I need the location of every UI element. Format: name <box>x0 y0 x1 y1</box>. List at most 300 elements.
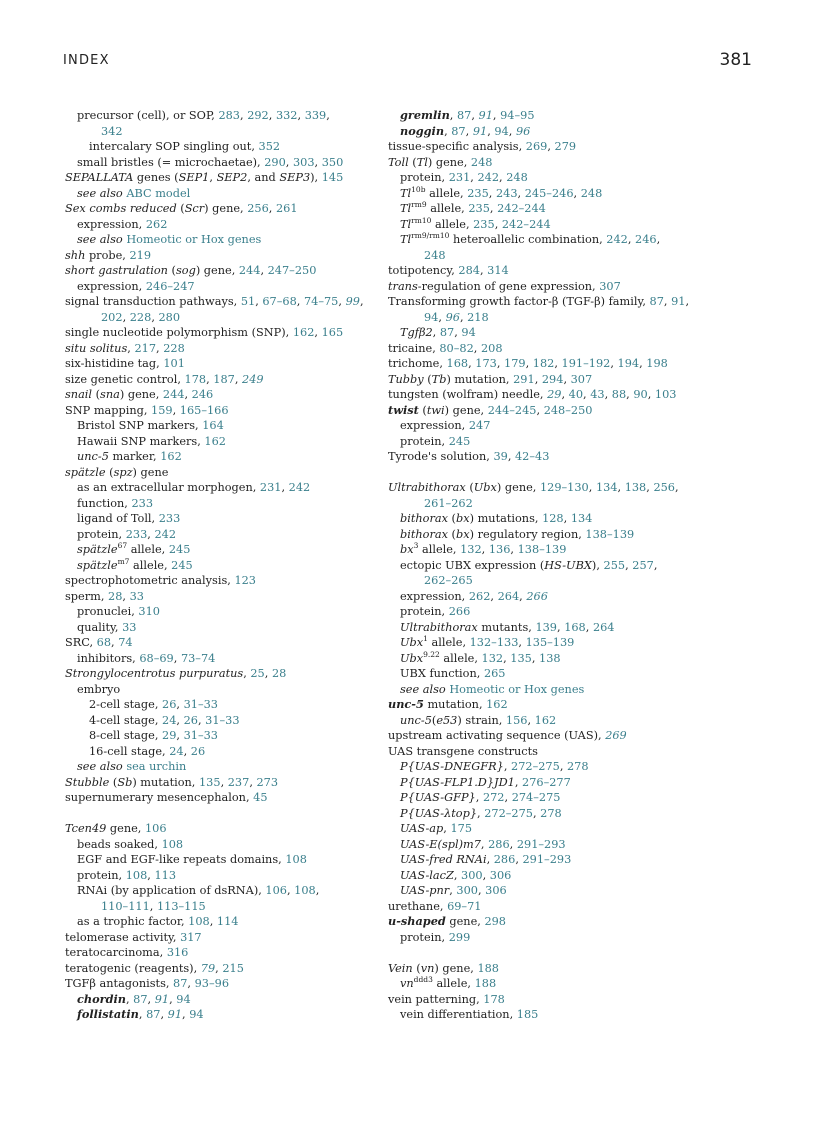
page-reference-link[interactable]: 28 <box>271 667 287 680</box>
page-reference-link[interactable]: 87 <box>133 992 148 1006</box>
page-reference-link[interactable]: 278 <box>567 760 589 773</box>
page-reference-link[interactable]: 246 <box>191 388 214 401</box>
page-reference-link[interactable]: 26 <box>183 713 198 727</box>
page-reference-link[interactable]: 286 <box>493 853 516 866</box>
page-reference-link[interactable]: 272–275 <box>484 806 533 820</box>
page-reference-link[interactable]: 278 <box>540 806 562 820</box>
page-reference-link[interactable]: 156 <box>505 713 528 727</box>
page-reference-link[interactable]: 96 <box>515 124 531 138</box>
page-reference-link[interactable]: 284 <box>458 264 480 277</box>
entry-text: , <box>264 667 272 680</box>
entry-text: , <box>563 372 571 386</box>
page-reference-link[interactable]: 162 <box>204 434 226 448</box>
entry-text: , <box>499 171 507 184</box>
entry-text: , <box>234 372 243 386</box>
entry-text: Vein <box>388 961 413 975</box>
index-entry <box>388 217 758 233</box>
page-reference-link[interactable]: 67–68 <box>262 295 297 308</box>
entry-text: Stubble <box>65 775 110 789</box>
page-reference-link[interactable]: 128 <box>542 512 564 525</box>
page-reference-link[interactable]: 26 <box>162 698 177 711</box>
page-reference-link[interactable]: 145 <box>321 171 344 184</box>
entry-text: follistatin <box>77 1007 139 1021</box>
page-reference-link[interactable]: 352 <box>258 140 281 153</box>
entry-text: gene, <box>106 822 145 835</box>
page-reference-link[interactable]: 135–139 <box>525 636 575 649</box>
page-reference-link[interactable]: 291–293 <box>516 837 566 851</box>
entry-text: , <box>359 295 364 308</box>
page-reference-link[interactable]: 244 <box>238 264 261 277</box>
page-reference-link[interactable]: 198 <box>646 357 668 370</box>
page-reference-link[interactable]: 162 <box>486 698 508 711</box>
entry-text: shh <box>65 248 86 262</box>
page-reference-link[interactable]: 28 <box>108 589 123 603</box>
page-reference-link[interactable]: 134 <box>595 481 618 494</box>
entry-text: , <box>454 326 462 339</box>
page-reference-link[interactable]: 26 <box>190 744 206 758</box>
entry-text: heteroallelic combination, <box>449 233 607 246</box>
entry-text: , <box>111 636 119 649</box>
page-reference-link[interactable]: ABC model <box>126 186 191 200</box>
page-reference-link[interactable]: 132–133 <box>469 636 519 649</box>
index-entry <box>65 852 370 868</box>
page-reference-link[interactable]: 51 <box>240 295 256 308</box>
page-reference-link[interactable]: 168 <box>564 620 586 634</box>
page-reference-link[interactable]: 162 <box>160 450 182 463</box>
page-reference-link[interactable]: 73–74 <box>180 651 216 665</box>
page-reference-link[interactable]: 108 <box>294 884 316 897</box>
page-reference-link[interactable]: 257 <box>632 558 654 572</box>
entry-text: unc-5 <box>388 697 424 711</box>
entry-text: , <box>488 186 496 200</box>
page-reference-link[interactable]: 292 <box>247 109 269 122</box>
page-reference-link[interactable]: 79 <box>200 961 216 975</box>
entry-text: allele, <box>127 543 169 556</box>
page-reference-link[interactable]: 261 <box>275 202 298 215</box>
page-reference-link[interactable]: 350 <box>321 155 344 169</box>
index-entry <box>65 992 370 1008</box>
entry-text: , <box>215 961 223 975</box>
page-reference-link[interactable]: 342 <box>101 124 123 138</box>
page-reference-link[interactable]: 242 <box>606 233 628 246</box>
index-entry <box>65 201 370 217</box>
page-reference-link[interactable]: 178 <box>483 992 505 1006</box>
page-reference-link[interactable]: 262 <box>468 589 491 603</box>
page-reference-link[interactable]: 182 <box>532 357 555 370</box>
page-reference-link[interactable]: 88 <box>611 388 627 401</box>
index-entry <box>65 186 370 202</box>
page-reference-link[interactable]: 108 <box>188 915 210 928</box>
page-reference-link[interactable]: 298 <box>484 915 506 928</box>
page-reference-link[interactable]: 159 <box>151 403 173 417</box>
entry-text: UAS-fred RNAi <box>400 853 487 866</box>
page-reference-link[interactable]: 310 <box>138 605 160 618</box>
page-reference-link[interactable]: 248 <box>506 171 528 184</box>
entry-text: ( <box>176 202 185 215</box>
page-reference-link[interactable]: 286 <box>488 837 510 851</box>
page-reference-link[interactable]: 31–33 <box>205 713 240 727</box>
page-reference-link[interactable]: 113 <box>154 868 177 882</box>
page-reference-link[interactable]: 273 <box>256 775 279 789</box>
page-reference-link[interactable]: 202 <box>101 310 123 324</box>
page-reference-link[interactable]: 266 <box>526 589 548 603</box>
page-reference-link[interactable]: 242 <box>477 171 500 184</box>
page-reference-link[interactable]: 185 <box>516 1008 539 1021</box>
index-entry <box>65 325 370 341</box>
entry-text: , <box>243 667 251 680</box>
page-reference-link[interactable]: 74 <box>118 636 133 649</box>
page-reference-link[interactable]: 317 <box>180 930 202 944</box>
entry-text: , <box>557 620 565 634</box>
page-reference-link[interactable]: 138 <box>539 651 561 665</box>
page-reference-link[interactable]: 94 <box>494 124 509 138</box>
entry-text: vn <box>420 961 435 975</box>
page-reference-link[interactable]: 94 <box>461 326 476 339</box>
page-reference-link[interactable]: 108 <box>285 853 307 866</box>
page-reference-link[interactable]: 135 <box>510 651 532 665</box>
page-reference-link[interactable]: 291–293 <box>522 853 572 866</box>
page-reference-link[interactable]: 165 <box>321 326 344 339</box>
page-reference-link[interactable]: 42–43 <box>515 450 550 463</box>
index-entry <box>65 434 370 450</box>
page-reference-link[interactable]: 43 <box>590 388 605 401</box>
page-reference-link[interactable]: 291 <box>513 372 535 386</box>
page-reference-link[interactable]: 132 <box>460 543 482 556</box>
index-section-gap <box>388 945 758 961</box>
page-reference-link[interactable]: 233 <box>125 527 148 541</box>
page-reference-link[interactable]: 300 <box>461 868 483 882</box>
index-entry <box>65 775 370 791</box>
entry-text: , <box>209 915 217 928</box>
page-reference-link[interactable]: 248 <box>470 155 493 169</box>
page-reference-link[interactable]: 162 <box>292 326 315 339</box>
page-reference-link[interactable]: 218 <box>467 310 489 324</box>
page-reference-link[interactable]: 188 <box>477 961 499 975</box>
entry-text: , <box>496 357 505 370</box>
page-reference-link[interactable]: 136 <box>488 543 511 556</box>
page-reference-link[interactable]: 113–115 <box>156 899 206 913</box>
page-reference-link[interactable]: 228 <box>163 341 185 355</box>
page-reference-link[interactable]: 235 <box>467 186 489 200</box>
page-reference-link[interactable]: 233 <box>158 512 181 525</box>
page-reference-link[interactable]: 274–275 <box>511 791 561 804</box>
page-reference-link[interactable]: 276–277 <box>522 775 571 789</box>
index-entry <box>65 961 370 977</box>
entry-text: , <box>475 791 483 804</box>
page-reference-link[interactable]: 114 <box>216 915 239 928</box>
page-reference-link[interactable]: 272–275 <box>511 760 560 773</box>
page-reference-link[interactable]: 245 <box>448 434 471 448</box>
entry-text: , <box>220 775 228 789</box>
entry-text: Sb <box>117 775 133 789</box>
page-reference-link[interactable]: 248–250 <box>543 403 593 417</box>
entry-text: , <box>432 326 440 339</box>
page-reference-link[interactable]: 24 <box>162 713 177 727</box>
page-reference-link[interactable]: 283 <box>218 109 240 122</box>
page-reference-link[interactable]: 208 <box>480 341 503 355</box>
page-reference-link[interactable]: 106 <box>265 884 287 897</box>
running-header-title: INDEX <box>63 53 110 68</box>
page-reference-link[interactable]: 94 <box>424 310 439 324</box>
page-reference-link[interactable]: 103 <box>654 388 677 401</box>
page-reference-link[interactable]: 94–95 <box>500 109 535 122</box>
page-reference-link[interactable]: sea urchin <box>126 760 187 773</box>
page-reference-link[interactable]: 242 <box>288 481 311 494</box>
page-reference-link[interactable]: 244–245 <box>487 403 537 417</box>
page-reference-link[interactable]: 31–33 <box>183 698 218 711</box>
page-reference-link[interactable]: 93–96 <box>194 977 230 990</box>
entry-text: Tl <box>400 202 412 215</box>
page-reference-link[interactable]: 94 <box>176 992 191 1006</box>
entry-text: , <box>176 698 184 711</box>
page-reference-link[interactable]: 269 <box>525 140 548 153</box>
page-reference-link[interactable]: 40 <box>568 388 584 401</box>
page-reference-link[interactable]: 215 <box>222 961 244 975</box>
page-reference-link[interactable]: 316 <box>166 946 189 959</box>
page-reference-link[interactable]: 138–139 <box>517 543 567 556</box>
page-reference-link[interactable]: 243 <box>495 186 518 200</box>
page-reference-link[interactable]: 290 <box>264 155 286 169</box>
page-reference-link[interactable]: 255 <box>603 558 626 572</box>
page-reference-link[interactable]: 96 <box>445 310 460 324</box>
page-reference-link[interactable]: 303 <box>292 155 315 169</box>
page-reference-link[interactable]: 299 <box>448 930 471 944</box>
page-reference-link[interactable]: 264 <box>592 620 615 634</box>
entry-text: , <box>184 388 192 401</box>
page-reference-link[interactable]: 138 <box>624 481 647 494</box>
page-reference-link[interactable]: 217 <box>134 341 157 355</box>
entry-text: spätzle <box>77 543 118 556</box>
page-reference-link[interactable]: 69–71 <box>447 899 482 913</box>
entry-text: , <box>172 403 180 417</box>
page-reference-link[interactable]: 110–111 <box>101 899 150 913</box>
index-entry <box>388 155 758 171</box>
entry-text: gene, <box>445 915 485 928</box>
page-reference-link[interactable]: 91 <box>154 992 170 1006</box>
page-reference-link[interactable]: 269 <box>605 729 627 742</box>
page-reference-link[interactable]: 24 <box>169 744 184 758</box>
entry-text: , <box>255 295 263 308</box>
page-reference-link[interactable]: 262–265 <box>424 574 473 587</box>
page-reference-link[interactable]: 262 <box>145 217 168 231</box>
page-reference-link[interactable]: 80–82 <box>439 341 474 355</box>
page-reference-link[interactable]: 179 <box>504 357 526 370</box>
page-reference-link[interactable]: 106 <box>144 822 167 835</box>
entry-text: , <box>508 124 516 138</box>
page-reference-link[interactable]: 244 <box>162 388 185 401</box>
page-reference-link[interactable]: 91 <box>671 295 686 308</box>
entry-text: Ubx <box>400 636 424 649</box>
entry-text: , <box>685 295 690 308</box>
entry-text: tungsten (wolfram) needle, <box>388 388 548 401</box>
index-entry <box>65 480 370 496</box>
page-reference-link[interactable]: 249 <box>242 372 264 386</box>
page-reference-link[interactable]: 245–246 <box>524 186 574 200</box>
page-reference-link[interactable]: 164 <box>202 419 224 432</box>
page-reference-link[interactable]: 29 <box>547 388 562 401</box>
entry-text: Scr <box>184 202 205 215</box>
entry-text: telomerase activity, <box>65 930 181 944</box>
page-reference-link[interactable]: 187 <box>213 372 235 386</box>
page-reference-link[interactable]: 175 <box>450 822 473 835</box>
page-reference-link[interactable]: 261–262 <box>424 496 473 510</box>
page-reference-link[interactable]: 266 <box>448 605 471 618</box>
page-reference-link[interactable]: 307 <box>599 279 621 293</box>
page-reference-link[interactable]: 280 <box>158 310 181 324</box>
page-reference-link[interactable]: 256 <box>247 202 269 215</box>
entry-text: vn <box>400 977 414 990</box>
page-reference-link[interactable]: 339 <box>304 109 327 122</box>
page-reference-link[interactable]: 235 <box>473 217 495 231</box>
entry-text: mutation, <box>423 698 487 711</box>
page-reference-link[interactable]: 242 <box>154 527 177 541</box>
page-reference-link[interactable]: 242–244 <box>497 202 546 215</box>
entry-text: ( <box>423 372 432 386</box>
page-reference-link[interactable]: 248 <box>580 186 603 200</box>
page-reference-link[interactable]: 25 <box>250 667 265 680</box>
page-reference-link[interactable]: 219 <box>129 248 152 262</box>
page-reference-link[interactable]: Homeotic or Hox genes <box>449 682 585 696</box>
page-reference-link[interactable]: 162 <box>534 713 557 727</box>
page-reference-link[interactable]: 101 <box>163 357 185 370</box>
page-reference-link[interactable]: 191–192 <box>561 357 611 370</box>
entry-text: pronuclei, <box>77 605 139 618</box>
page-reference-link[interactable]: 247–250 <box>267 264 317 277</box>
entry-text: , <box>507 450 515 463</box>
index-entry <box>388 248 758 264</box>
page-reference-link[interactable]: 90 <box>633 388 648 401</box>
entry-text: Ubx <box>400 651 424 665</box>
page-reference-link[interactable]: 165–166 <box>179 403 229 417</box>
page-reference-link[interactable]: 135 <box>199 775 221 789</box>
page-reference-link[interactable]: 235 <box>468 202 490 215</box>
entry-text: , <box>519 589 527 603</box>
page-reference-link[interactable]: 33 <box>122 620 137 634</box>
page-reference-link[interactable]: 87 <box>456 109 472 122</box>
page-reference-link[interactable]: 68–69 <box>139 651 174 665</box>
page-reference-link[interactable]: 265 <box>483 667 506 680</box>
page-reference-link[interactable]: 91 <box>167 1008 183 1021</box>
page-reference-link[interactable]: 256 <box>653 481 675 494</box>
entry-text: , <box>547 140 555 153</box>
page-reference-link[interactable]: 74–75 <box>303 295 339 308</box>
index-entry <box>388 573 758 589</box>
entry-text: , <box>260 264 268 277</box>
page-reference-link[interactable]: 228 <box>129 310 152 324</box>
entry-text: protein, <box>400 930 449 944</box>
entry-text: , <box>487 124 495 138</box>
page-reference-link[interactable]: 138–139 <box>585 527 635 541</box>
page-reference-link[interactable]: 237 <box>227 775 250 789</box>
entry-text: SEPALLATA <box>65 171 134 184</box>
index-entry <box>65 217 370 233</box>
page-reference-link[interactable]: 87 <box>146 1008 161 1021</box>
page-reference-link[interactable]: 231 <box>259 481 282 494</box>
page-reference-link[interactable]: 87 <box>173 977 188 990</box>
page-reference-link[interactable]: 332 <box>275 109 298 122</box>
page-reference-link[interactable]: 129–130 <box>539 481 589 494</box>
page-reference-link[interactable]: 29 <box>162 729 177 742</box>
page-reference-link[interactable]: 233 <box>131 496 154 510</box>
page-reference-link[interactable]: 279 <box>554 140 577 153</box>
entry-text: , <box>138 1008 147 1021</box>
page-reference-link[interactable]: 91 <box>478 109 493 122</box>
page-reference-link[interactable]: 139 <box>535 620 557 634</box>
page-reference-link[interactable]: 245 <box>168 543 191 556</box>
entry-text: , <box>604 388 612 401</box>
page-reference-link[interactable]: 68 <box>96 636 112 649</box>
page-reference-link[interactable]: 91 <box>472 124 488 138</box>
entry-text: ( <box>167 264 176 277</box>
entry-text: chordin <box>77 991 126 1006</box>
page-reference-link[interactable]: 242–244 <box>501 217 551 231</box>
page-reference-link[interactable]: 247 <box>468 419 491 432</box>
page-reference-link[interactable]: 39 <box>493 450 508 463</box>
page-reference-link[interactable]: 294 <box>541 372 564 386</box>
superscript-text: 3 <box>413 541 419 551</box>
page-reference-link[interactable]: 231 <box>448 171 471 184</box>
page-reference-link[interactable]: 306 <box>485 884 507 897</box>
page-reference-link[interactable]: 307 <box>570 372 593 386</box>
entry-text: UAS-lacZ <box>400 868 454 882</box>
page-reference-link[interactable]: 168 <box>446 357 469 370</box>
page-reference-link[interactable]: 245 <box>171 558 193 572</box>
page-reference-link[interactable]: 45 <box>253 791 268 804</box>
page-reference-link[interactable]: 123 <box>234 574 256 587</box>
page-reference-link[interactable]: 314 <box>487 264 509 277</box>
page-reference-link[interactable]: 272 <box>482 791 505 804</box>
page-reference-link[interactable]: 246–247 <box>145 279 195 293</box>
entry-text: , <box>156 341 164 355</box>
page-reference-link[interactable]: 173 <box>475 357 497 370</box>
index-entry <box>65 868 370 884</box>
page-reference-link[interactable]: 188 <box>474 977 497 990</box>
index-entry <box>388 356 758 372</box>
page-reference-link[interactable]: 132 <box>481 651 504 665</box>
index-entry <box>388 372 758 388</box>
entry-text: as an extracellular morphogen, <box>77 481 260 494</box>
page-reference-link[interactable]: 87 <box>649 295 664 308</box>
page-reference-link[interactable]: 134 <box>570 512 593 525</box>
entry-text: , <box>176 729 184 742</box>
index-entry <box>65 511 370 527</box>
page-reference-link[interactable]: 300 <box>456 884 478 897</box>
page-reference-link[interactable]: 87 <box>439 326 455 339</box>
entry-text: tissue-specific analysis, <box>388 140 526 153</box>
page-reference-link[interactable]: 306 <box>489 868 512 882</box>
page-reference-link[interactable]: 194 <box>617 357 640 370</box>
page-reference-link[interactable]: 94 <box>189 1008 204 1021</box>
page-reference-link[interactable]: 246 <box>635 233 657 246</box>
page-reference-link[interactable]: 178 <box>184 372 207 386</box>
page-reference-link[interactable]: 248 <box>424 248 446 262</box>
entry-text: protein, <box>77 868 126 882</box>
page-reference-link[interactable]: 108 <box>125 868 148 882</box>
page-reference-link[interactable]: 108 <box>161 837 184 851</box>
page-reference-link[interactable]: 99 <box>345 295 360 308</box>
entry-text: UAS transgene constructs <box>388 744 538 758</box>
entry-text: SEP2 <box>216 171 248 184</box>
entry-text: spätzle <box>65 465 106 479</box>
page-reference-link[interactable]: 264 <box>497 589 520 603</box>
page-reference-link[interactable]: 31–33 <box>183 729 218 742</box>
page-reference-link[interactable]: Homeotic or Hox genes <box>126 233 262 246</box>
index-entry <box>65 155 370 171</box>
page-reference-link[interactable]: 33 <box>129 589 144 603</box>
entry-text: short gastrulation <box>65 264 168 277</box>
entry-text: , <box>187 977 195 990</box>
page-reference-link[interactable]: 87 <box>451 124 466 138</box>
